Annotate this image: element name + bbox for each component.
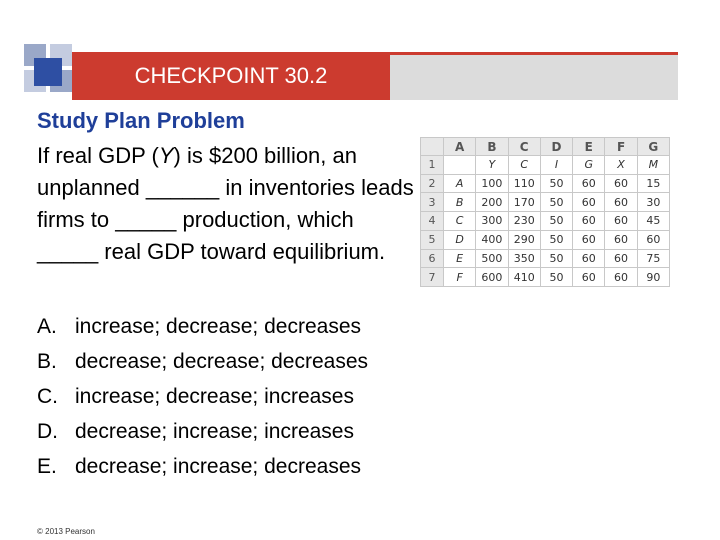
column-header: C (508, 138, 540, 156)
table-cell: Y (476, 156, 508, 175)
table-cell: 15 (637, 174, 669, 193)
choice-text: increase; decrease; decreases (75, 315, 361, 338)
table-cell: 50 (540, 230, 572, 249)
table-cell: M (637, 156, 669, 175)
header-bar (72, 52, 678, 100)
table-cell: 200 (476, 193, 508, 212)
table-cell: 75 (637, 249, 669, 268)
table-cell: 60 (573, 249, 605, 268)
choice-letter: B. (37, 350, 57, 373)
table-row (421, 174, 670, 193)
table-cell: 350 (508, 249, 540, 268)
question-part-1: If real GDP ( (37, 143, 159, 168)
table-cell: 60 (637, 230, 669, 249)
spreadsheet-header-row (421, 138, 670, 156)
row-number: 2 (421, 174, 444, 193)
row-number: 1 (421, 156, 444, 175)
choice-e[interactable] (37, 449, 368, 484)
choice-b[interactable] (37, 344, 368, 379)
question-text (37, 140, 417, 268)
table-cell: F (444, 268, 476, 287)
table-cell: 60 (573, 230, 605, 249)
table-cell: 100 (476, 174, 508, 193)
table-cell: 60 (573, 212, 605, 231)
table-cell: 500 (476, 249, 508, 268)
choice-letter: A. (37, 315, 57, 338)
table-row (421, 230, 670, 249)
row-number: 4 (421, 212, 444, 231)
table-cell: I (540, 156, 572, 175)
question-part-2: ) is $200 billion, an unplanned ______ in inventories leads firms to _____ production, which _____ real GDP toward equilibrium. (37, 143, 414, 264)
header-grey-panel (390, 52, 678, 100)
table-cell: G (573, 156, 605, 175)
table-cell: 400 (476, 230, 508, 249)
table-cell: 45 (637, 212, 669, 231)
choice-letter: C. (37, 385, 58, 408)
table-cell: 290 (508, 230, 540, 249)
column-header: G (637, 138, 669, 156)
column-header: E (573, 138, 605, 156)
table-cell: 50 (540, 268, 572, 287)
choice-d[interactable] (37, 414, 368, 449)
spreadsheet-table (420, 137, 670, 287)
table-cell: 60 (605, 174, 637, 193)
question-var-y: Y (158, 143, 174, 168)
column-header: D (540, 138, 572, 156)
choice-text: decrease; increase; increases (75, 420, 354, 443)
choice-text: increase; decrease; increases (75, 385, 354, 408)
table-row (421, 212, 670, 231)
table-cell: 90 (637, 268, 669, 287)
table-cell: 60 (605, 212, 637, 231)
table-cell: 50 (540, 249, 572, 268)
table-cell: D (444, 230, 476, 249)
table-cell: 410 (508, 268, 540, 287)
table-cell: B (444, 193, 476, 212)
choice-a[interactable] (37, 309, 368, 344)
table-row (421, 193, 670, 212)
table-cell: 600 (476, 268, 508, 287)
table-cell: 50 (540, 193, 572, 212)
column-header: A (444, 138, 476, 156)
table-cell: 50 (540, 174, 572, 193)
choice-letter: D. (37, 420, 58, 443)
table-cell: 60 (605, 193, 637, 212)
logo-squares-icon (24, 44, 72, 92)
row-number: 5 (421, 230, 444, 249)
header-stripe (390, 52, 678, 55)
table-cell: 60 (573, 193, 605, 212)
table-cell (444, 156, 476, 175)
table-cell: 60 (605, 268, 637, 287)
table-cell: 230 (508, 212, 540, 231)
checkpoint-title: CHECKPOINT 30.2 (72, 52, 390, 100)
table-cell: 170 (508, 193, 540, 212)
table-cell: X (605, 156, 637, 175)
table-cell: 300 (476, 212, 508, 231)
table-row (421, 156, 670, 175)
table-cell: 60 (605, 230, 637, 249)
table-cell: 60 (573, 174, 605, 193)
table-cell: 110 (508, 174, 540, 193)
table-cell: 60 (573, 268, 605, 287)
choice-c[interactable] (37, 379, 368, 414)
table-row (421, 249, 670, 268)
study-plan-title: Study Plan Problem (37, 108, 245, 133)
table-cell: E (444, 249, 476, 268)
table-cell: 50 (540, 212, 572, 231)
table-cell: C (444, 212, 476, 231)
row-number: 7 (421, 268, 444, 287)
table-row (421, 268, 670, 287)
row-number: 6 (421, 249, 444, 268)
copyright-text: © 2013 Pearson (37, 527, 95, 536)
table-cell: 30 (637, 193, 669, 212)
table-cell: 60 (605, 249, 637, 268)
row-number: 3 (421, 193, 444, 212)
table-cell: C (508, 156, 540, 175)
column-header: B (476, 138, 508, 156)
corner-cell (421, 138, 444, 156)
answer-choices (37, 309, 368, 484)
column-header: F (605, 138, 637, 156)
choice-letter: E. (37, 455, 57, 478)
table-cell: A (444, 174, 476, 193)
choice-text: decrease; increase; decreases (75, 455, 361, 478)
choice-text: decrease; decrease; decreases (75, 350, 369, 373)
